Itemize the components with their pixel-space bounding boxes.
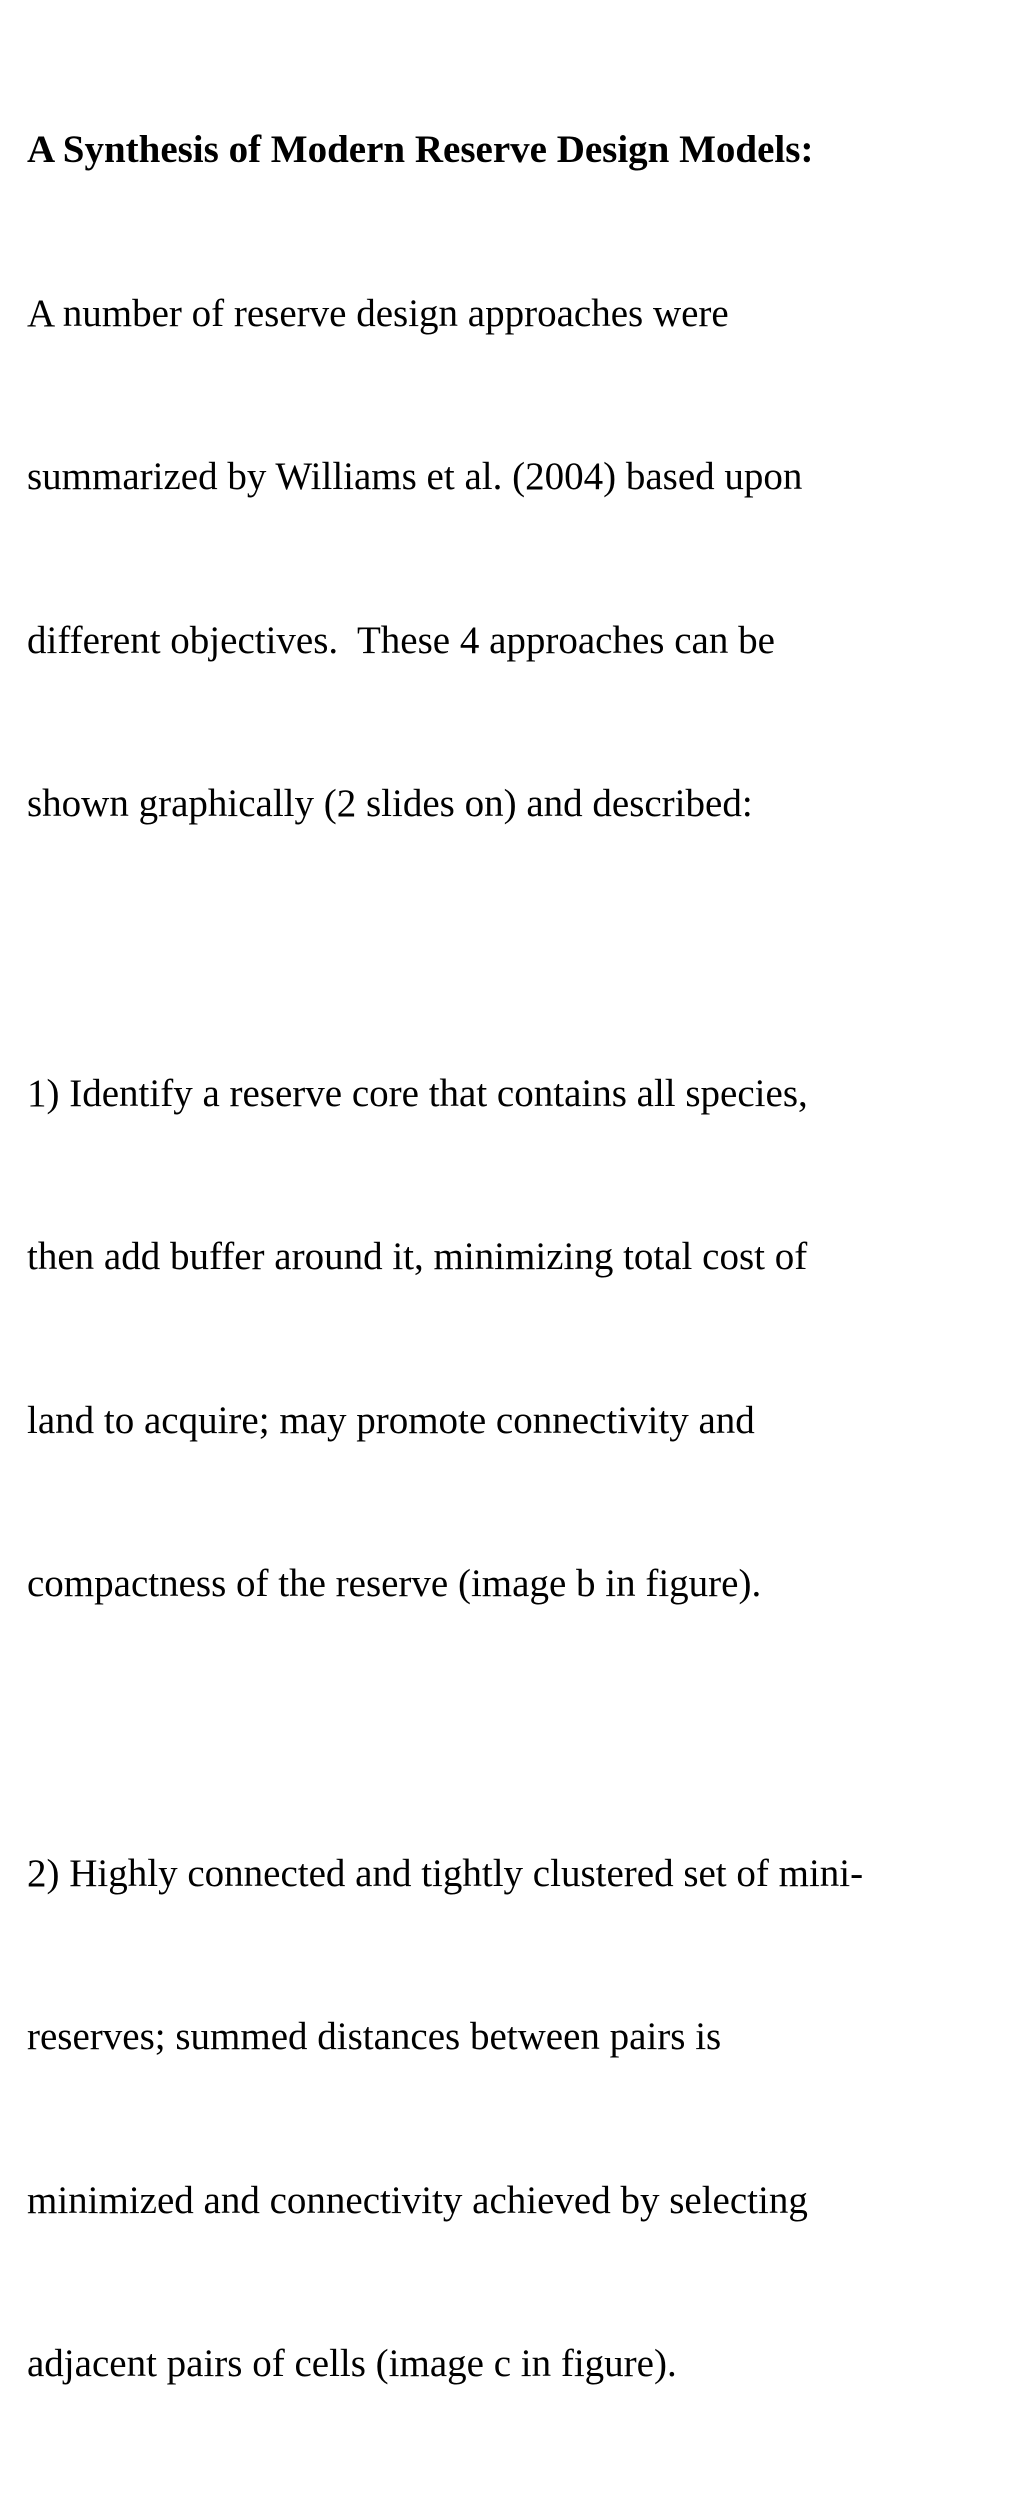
slide-title: A Synthesis of Modern Reserve Design Models: <box>27 128 814 171</box>
approach-1-line: land to acquire; may promote connectivity and <box>27 1398 755 1442</box>
approach-2-line: reserves; summed distances between pairs is <box>27 2015 722 2058</box>
approach-1-line: then add buffer around it, minimizing total cost of <box>27 1235 808 1278</box>
intro-paragraph <box>27 14 1004 941</box>
intro-line: summarized by Williams et al. (2004) based upon <box>27 455 803 498</box>
approach-2-paragraph <box>27 1738 1004 2501</box>
approach-1-paragraph <box>27 958 1004 1721</box>
approach-2-line: adjacent pairs of cells (image c in figure). <box>27 2342 677 2385</box>
approach-2-line: minimized and connectivity achieved by selecting <box>27 2178 808 2222</box>
approach-1-line: 1) Identify a reserve core that contains all species, <box>27 1071 808 1115</box>
intro-line: shown graphically (2 slides on) and described: <box>27 782 753 825</box>
approach-1-line: compactness of the reserve (image b in figure). <box>27 1562 762 1605</box>
approach-2-line: 2) Highly connected and tightly clustered set of mini- <box>27 1851 864 1895</box>
intro-line: A number of reserve design approaches were <box>27 291 729 335</box>
intro-line: different objectives. These 4 approaches can be <box>27 618 775 662</box>
